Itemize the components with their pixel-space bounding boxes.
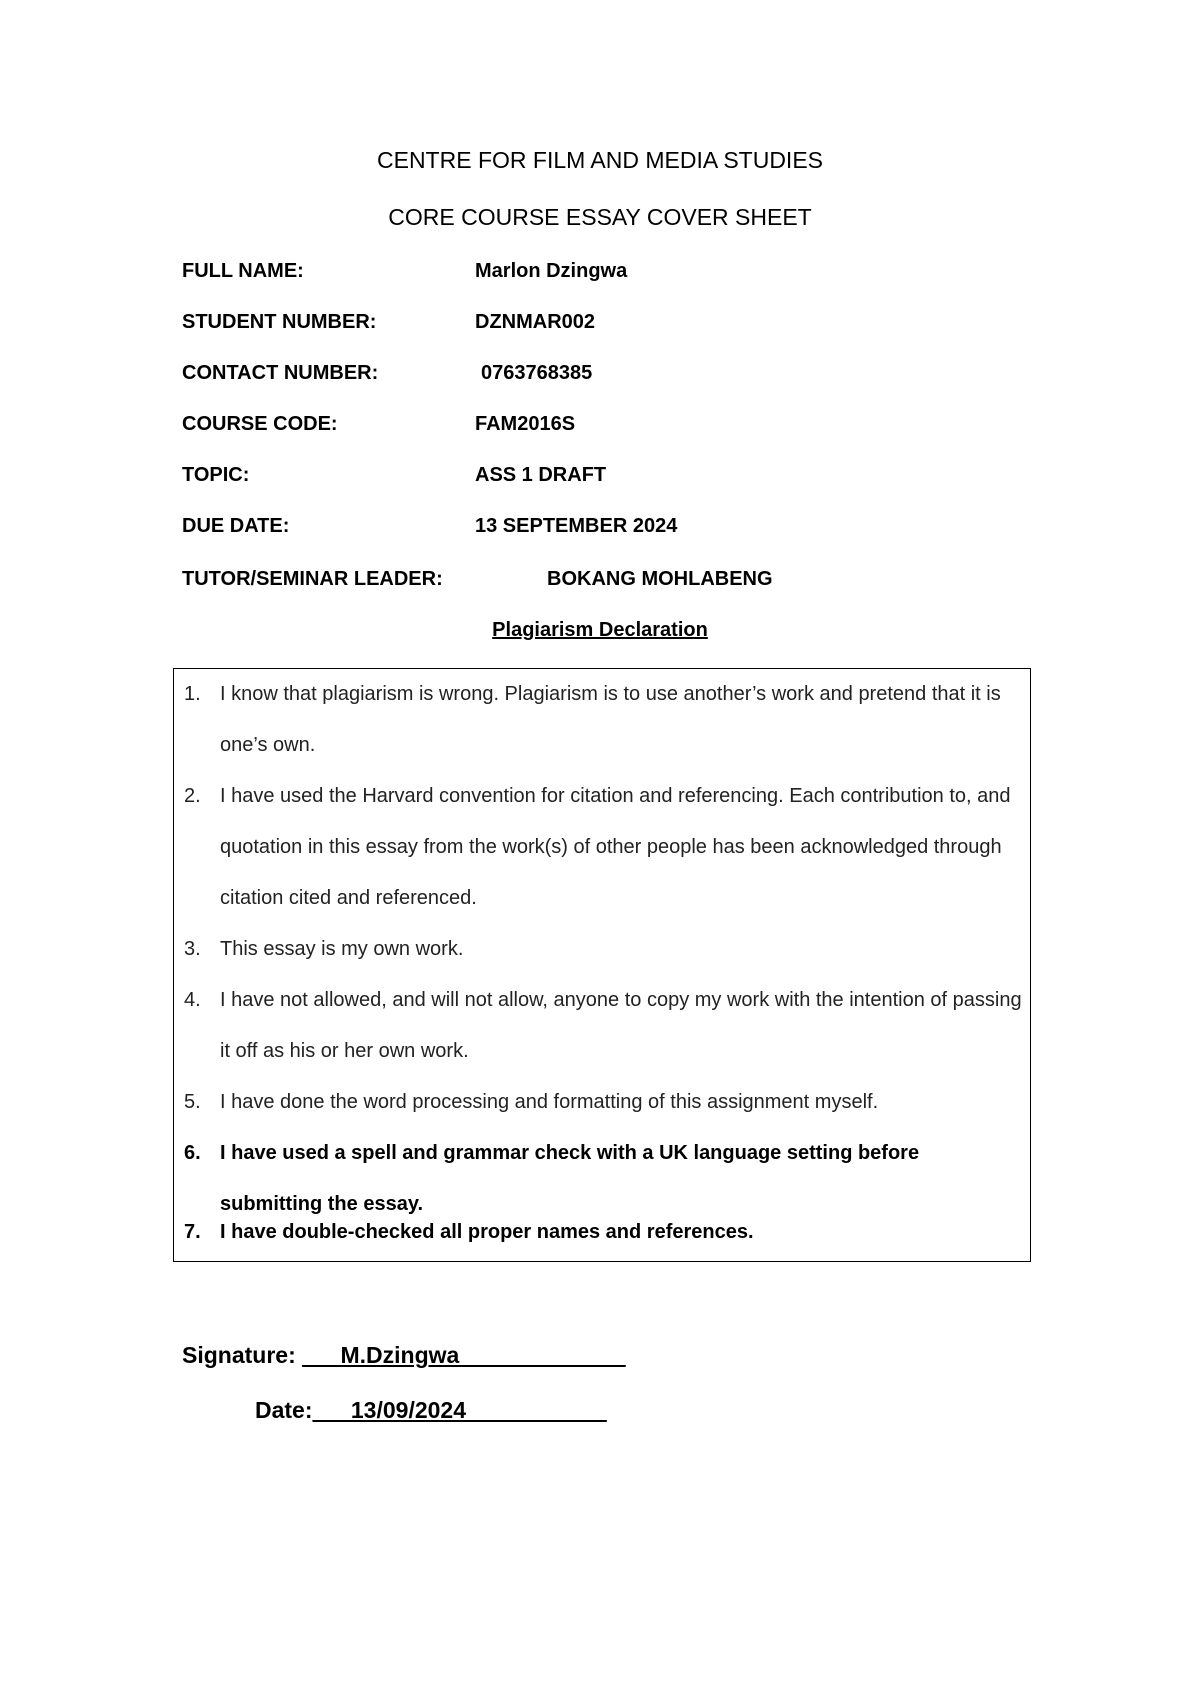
date-label: Date:: [255, 1397, 313, 1423]
full-name-label: FULL NAME:: [182, 260, 304, 282]
declaration-item-text: I know that plagiarism is wrong. Plagiarism is to use another’s work and pretend that it is one’s own.: [220, 683, 1001, 756]
declaration-item-text: I have used the Harvard convention for citation and referencing. Each contribution to, and quotation in this essay from the work(s) of other people has been acknowledged through citation cited and referenced.: [220, 785, 1011, 909]
declaration-box: [173, 668, 1031, 1262]
declaration-item-number: 7.: [184, 1221, 201, 1243]
course-code-value: FAM2016S: [475, 413, 576, 435]
declaration-item-text: I have used a spell and grammar check with a UK language setting before submitting the essay.: [220, 1142, 920, 1215]
contact-number-label: CONTACT NUMBER:: [182, 362, 379, 384]
declaration-item: [184, 975, 1024, 1077]
course-code-label: COURSE CODE:: [182, 413, 338, 435]
declaration-item: [184, 669, 1024, 771]
page-title: CENTRE FOR FILM AND MEDIA STUDIES: [377, 147, 823, 173]
tutor-label: TUTOR/SEMINAR LEADER:: [182, 568, 443, 590]
signature-line: [182, 1342, 626, 1369]
due-date-value: 13 SEPTEMBER 2024: [475, 515, 678, 537]
date-line: [255, 1397, 607, 1424]
declaration-item-number: 2.: [184, 785, 201, 807]
declaration-item-number: 5.: [184, 1091, 201, 1113]
date-value: ___13/09/2024___________: [312, 1397, 607, 1423]
declaration-item-text: I have done the word processing and formatting of this assignment myself.: [220, 1091, 879, 1113]
declaration-item-number: 3.: [184, 938, 201, 960]
contact-number-value: 0763768385: [481, 362, 593, 384]
declaration-item-text: I have double-checked all proper names and references.: [220, 1221, 754, 1243]
declaration-item-text: I have not allowed, and will not allow, anyone to copy my work with the intention of passing it off as his or her own work.: [220, 989, 1022, 1062]
declaration-item: [184, 1077, 1024, 1128]
declaration-item: [184, 771, 1024, 924]
declaration-item-number: 4.: [184, 989, 201, 1011]
tutor-value: BOKANG MOHLABENG: [547, 568, 773, 590]
declaration-item-number: 6.: [184, 1142, 201, 1164]
topic-label: TOPIC:: [182, 464, 250, 486]
declaration-item-text: This essay is my own work.: [220, 938, 464, 960]
declaration-item: [184, 1207, 1024, 1258]
declaration-item: [184, 924, 1024, 975]
topic-value: ASS 1 DRAFT: [475, 464, 607, 486]
student-number-value: DZNMAR002: [475, 311, 596, 333]
declaration-item-number: 1.: [184, 683, 201, 705]
signature-value: ___M.Dzingwa_____________: [302, 1342, 626, 1368]
page-subtitle: CORE COURSE ESSAY COVER SHEET: [388, 204, 812, 230]
declaration-title: Plagiarism Declaration: [492, 619, 708, 641]
signature-label: Signature:: [182, 1342, 303, 1368]
full-name-value: Marlon Dzingwa: [475, 260, 628, 282]
student-number-label: STUDENT NUMBER:: [182, 311, 377, 333]
due-date-label: DUE DATE:: [182, 515, 290, 537]
